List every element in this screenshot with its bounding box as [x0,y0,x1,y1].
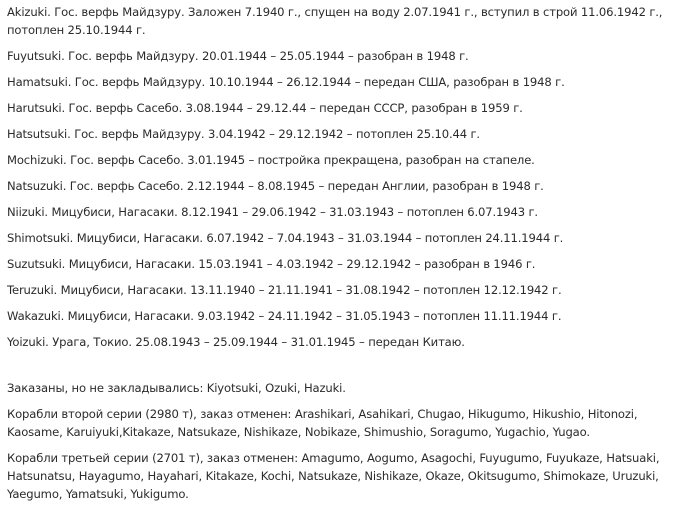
ship-entry-teruzuki: Teruzuki. Мицубиси, Нагасаки. 13.11.1940 – 21.11.1941 – 31.08.1942 – потоплен 12.12.1942 г. [7,283,562,297]
ship-entry-hamatsuki: Hamatsuki. Гос. верфь Майдзуру. 10.10.1944 – 26.12.1944 – передан США, разобран в 1948 г. [7,75,565,89]
ship-entry-shimotsuki: Shimotsuki. Мицубиси, Нагасаки. 6.07.1942 – 7.04.1943 – 31.03.1944 – потоплен 24.11.1944 г. [7,231,564,245]
ship-entry-hatsutsuki: Hatsutsuki. Гос. верфь Майдзуру. 3.04.1942 – 29.12.1942 – потоплен 25.10.44 г. [7,127,480,141]
paragraph-spacer [7,359,695,379]
ship-entry-fuyutsuki: Fuyutsuki. Гос. верфь Майдзуру. 20.01.1944 – 25.05.1944 – разобран в 1948 г. [7,49,469,63]
ship-entry-yoizuki: Yoizuki. Урага, Токио. 25.08.1943 – 25.09.1944 – 31.01.1945 – передан Китаю. [7,335,465,349]
ship-entry-suzutsuki: Suzutsuki. Мицубиси, Нагасаки. 15.03.1941 – 4.03.1942 – 29.12.1942 – разобран в 1946 г. [7,257,536,271]
note-second-series: Корабли второй серии (2980 т), заказ отменен: Arashikari, Asahikari, Chugao, Hikugumo, Hikushio, Hitonozi, Kaosame, Karuiyuki,Kitakaze, Natsukaze, Nishikaze, Nobikaze, Shimushio, Soragumo, Yugachio, Yugao. [7,407,638,439]
ship-entry-natsuzuki: Natsuzuki. Гос. верфь Сасебо. 2.12.1944 – 8.08.1945 – передан Англии, разобран в 1948 г. [7,179,544,193]
ship-entry-harutsuki: Harutsuki. Гос. верфь Сасебо. 3.08.1944 – 29.12.44 – передан СССР, разобран в 1959 г. [7,101,523,115]
ship-entry-akizuki: Akizuki. Гос. верфь Майдзуру. Заложен 7.1940 г., спущен на воду 2.07.1941 г., вступил в строй 11.06.1942 г., потоплен 25.10.1944 г. [7,5,663,37]
note-third-series: Корабли третьей серии (2701 т), заказ отменен: Amagumo, Aogumo, Asagochi, Fuyugumo, Fuyukaze, Hatsuaki, Hatsunatsu, Hayagumo, Hayahari, Kitakaze, Kochi, Natsukaze, Nishikaze, Okaze, Okitsugumo, Shimokaze, Uruzuki, Yaegumo, Yamatsuki, Yukigumo. [7,451,660,501]
ship-entry-mochizuki: Mochizuki. Гос. верфь Сасебо. 3.01.1945 – постройка прекращена, разобран на стапеле. [7,153,535,167]
ship-entry-niizuki: Niizuki. Мицубиси, Нагасаки. 8.12.1941 – 29.06.1942 – 31.03.1943 – потоплен 6.07.1943 г. [7,205,538,219]
note-not-laid-down: Заказаны, но не закладывались: Kiyotsuki, Ozuki, Hazuki. [7,381,346,395]
ship-entry-wakazuki: Wakazuki. Мицубиси, Нагасаки. 9.03.1942 – 24.11.1942 – 31.05.1943 – потоплен 11.11.1944 г. [7,309,562,323]
